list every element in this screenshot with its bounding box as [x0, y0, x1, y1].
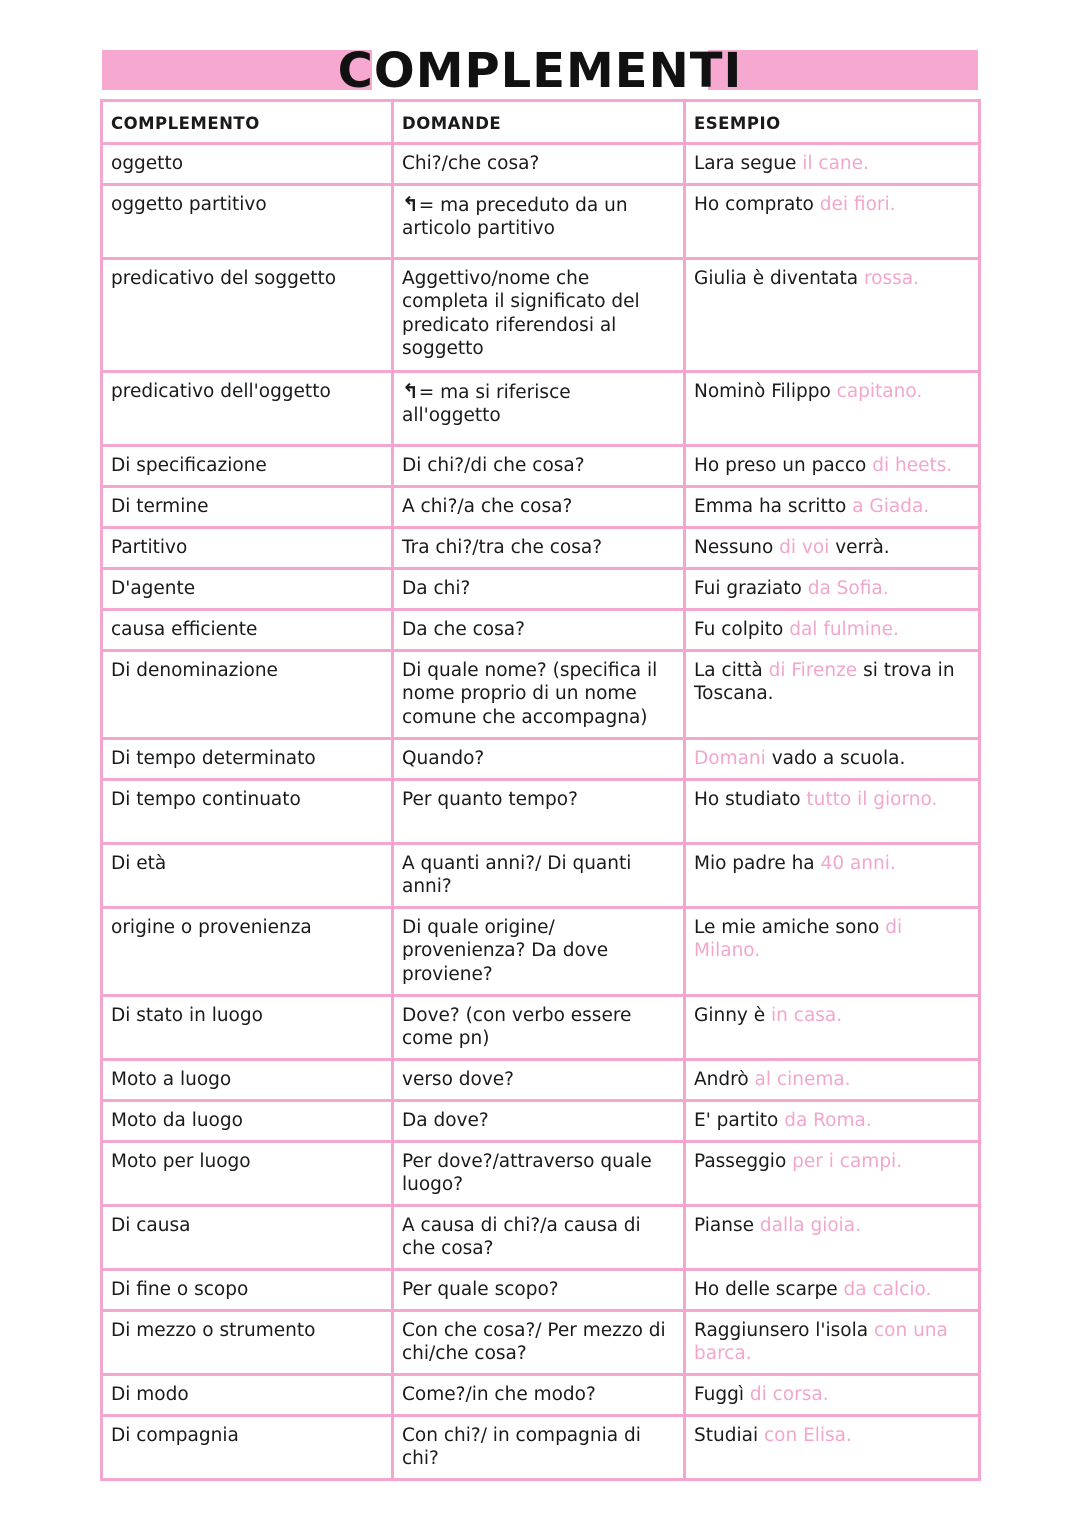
example-before: Studiai	[694, 1424, 759, 1446]
question-text: Per quanto tempo?	[402, 788, 578, 810]
table-row	[102, 1100, 980, 1141]
complement-example	[685, 650, 980, 738]
example-before: Ginny è	[694, 1004, 766, 1026]
complement-name: Di termine	[102, 486, 393, 527]
example-before: Fuggì	[694, 1383, 744, 1405]
table-header-row	[102, 101, 980, 144]
example-highlight: dalla gioia.	[759, 1214, 862, 1236]
example-after: vado a scuola.	[771, 747, 906, 769]
complement-name: Di specificazione	[102, 445, 393, 486]
complement-question	[393, 184, 685, 258]
complement-question	[393, 486, 685, 527]
table-row	[102, 1310, 980, 1374]
table-row	[102, 445, 980, 486]
complement-name: origine o provenienza	[102, 907, 393, 995]
complement-question	[393, 1310, 685, 1374]
table-row	[102, 1269, 980, 1310]
complement-example	[685, 1100, 980, 1141]
question-text: Con chi?/ in compagnia di chi?	[402, 1424, 641, 1470]
complement-example	[685, 1059, 980, 1100]
question-text: A chi?/a che cosa?	[402, 495, 573, 517]
complement-question	[393, 650, 685, 738]
example-before: Pianse	[694, 1214, 754, 1236]
complement-name: Di causa	[102, 1205, 393, 1269]
complement-example	[685, 527, 980, 568]
question-text: Da che cosa?	[402, 618, 525, 640]
table-row	[102, 779, 980, 843]
complement-example	[685, 371, 980, 445]
table-row	[102, 184, 980, 258]
example-highlight: tutto il giorno.	[806, 788, 938, 810]
example-highlight: per i campi.	[792, 1150, 903, 1172]
example-before: La città	[694, 659, 763, 681]
example-before: Ho studiato	[694, 788, 801, 810]
example-before: Emma ha scritto	[694, 495, 847, 517]
example-before: Giulia è diventata	[694, 267, 859, 289]
complement-question	[393, 258, 685, 371]
complement-question	[393, 371, 685, 445]
example-highlight: di voi	[779, 536, 830, 558]
header-complemento: COMPLEMENTO	[102, 101, 393, 144]
page-header	[102, 42, 978, 100]
complement-question	[393, 609, 685, 650]
complement-example	[685, 843, 980, 907]
complement-name: Di fine o scopo	[102, 1269, 393, 1310]
complement-question	[393, 445, 685, 486]
example-highlight: in casa.	[771, 1004, 843, 1026]
complement-example	[685, 1310, 980, 1374]
table-row	[102, 650, 980, 738]
question-text: Per quale scopo?	[402, 1278, 559, 1300]
example-highlight: di Firenze	[768, 659, 858, 681]
example-highlight: da calcio.	[843, 1278, 932, 1300]
return-arrow-icon: ↰	[402, 191, 419, 216]
complement-question	[393, 779, 685, 843]
table-row	[102, 1415, 980, 1479]
question-text: Come?/in che modo?	[402, 1383, 596, 1405]
complement-name: causa efficiente	[102, 609, 393, 650]
example-before: Nominò Filippo	[694, 380, 831, 402]
complement-name: Moto da luogo	[102, 1100, 393, 1141]
question-text: A causa di chi?/a causa di che cosa?	[402, 1214, 641, 1260]
example-highlight: capitano.	[836, 380, 923, 402]
question-text: Da dove?	[402, 1109, 489, 1131]
example-highlight: a Giada.	[852, 495, 930, 517]
question-text: Chi?/che cosa?	[402, 152, 540, 174]
complement-question	[393, 1269, 685, 1310]
complement-name: Di tempo continuato	[102, 779, 393, 843]
complement-name: Di denominazione	[102, 650, 393, 738]
complement-example	[685, 609, 980, 650]
question-text: Quando?	[402, 747, 485, 769]
complement-example	[685, 779, 980, 843]
complement-example	[685, 1205, 980, 1269]
question-text: verso dove?	[402, 1068, 514, 1090]
complement-name: predicativo dell'oggetto	[102, 371, 393, 445]
complement-example	[685, 568, 980, 609]
example-highlight: il cane.	[802, 152, 869, 174]
complement-example	[685, 1374, 980, 1415]
question-text: A quanti anni?/ Di quanti anni?	[402, 852, 632, 898]
example-highlight: da Sofia.	[807, 577, 889, 599]
question-text: = ma si riferisce all'oggetto	[402, 381, 571, 427]
complement-example	[685, 1269, 980, 1310]
complement-name: D'agente	[102, 568, 393, 609]
example-before: Lara segue	[694, 152, 797, 174]
example-after: si trova in Toscana.	[694, 659, 955, 705]
example-after: verrà.	[835, 536, 890, 558]
example-highlight: al cinema.	[754, 1068, 851, 1090]
example-before: Mio padre ha	[694, 852, 815, 874]
example-before: Ho preso un pacco	[694, 454, 867, 476]
table-row	[102, 609, 980, 650]
example-highlight: dei fiori.	[819, 193, 896, 215]
complement-name: Di mezzo o strumento	[102, 1310, 393, 1374]
complement-example	[685, 907, 980, 995]
complement-example	[685, 184, 980, 258]
example-highlight: con Elisa.	[763, 1424, 852, 1446]
question-text: Aggettivo/nome che completa il significato del predicato riferendosi al soggetto	[402, 267, 640, 360]
table-row	[102, 995, 980, 1059]
example-before: E' partito	[694, 1109, 779, 1131]
complement-name: Di compagnia	[102, 1415, 393, 1479]
table-row	[102, 486, 980, 527]
complement-example	[685, 1141, 980, 1205]
complement-name: Moto a luogo	[102, 1059, 393, 1100]
question-text: Tra chi?/tra che cosa?	[402, 536, 603, 558]
header-domande: DOMANDE	[393, 101, 685, 144]
table-row	[102, 1059, 980, 1100]
example-before: Fu colpito	[694, 618, 784, 640]
example-before: Passeggio	[694, 1150, 787, 1172]
table-row	[102, 371, 980, 445]
table-row	[102, 143, 980, 184]
complement-question	[393, 843, 685, 907]
return-arrow-icon: ↰	[402, 378, 419, 403]
complement-question	[393, 907, 685, 995]
question-text: Di chi?/di che cosa?	[402, 454, 585, 476]
example-before: Ho comprato	[694, 193, 814, 215]
complement-question	[393, 527, 685, 568]
complement-example	[685, 143, 980, 184]
complement-question	[393, 1415, 685, 1479]
question-text: Per dove?/attraverso quale luogo?	[402, 1150, 652, 1196]
complement-question	[393, 1141, 685, 1205]
question-text: = ma preceduto da un articolo partitivo	[402, 194, 628, 240]
example-highlight: di Milano.	[694, 916, 903, 962]
example-highlight: con una barca.	[694, 1319, 948, 1365]
question-text: Da chi?	[402, 577, 471, 599]
table-row	[102, 258, 980, 371]
example-highlight: dal fulmine.	[789, 618, 899, 640]
example-highlight: 40 anni.	[820, 852, 896, 874]
table-row	[102, 738, 980, 779]
complement-example	[685, 995, 980, 1059]
table-row	[102, 1141, 980, 1205]
header-esempio: ESEMPIO	[685, 101, 980, 144]
complements-table	[100, 99, 981, 1481]
question-text: Di quale origine/ provenienza? Da dove proviene?	[402, 916, 609, 985]
complement-question	[393, 1374, 685, 1415]
example-before: Andrò	[694, 1068, 749, 1090]
complement-example	[685, 1415, 980, 1479]
complement-name: oggetto partitivo	[102, 184, 393, 258]
table-row	[102, 568, 980, 609]
page-title: COMPLEMENTI	[337, 43, 743, 99]
example-highlight: da Roma.	[784, 1109, 872, 1131]
complement-question	[393, 1059, 685, 1100]
table-row	[102, 527, 980, 568]
complement-name: Di modo	[102, 1374, 393, 1415]
example-before: Le mie amiche sono	[694, 916, 880, 938]
complement-name: oggetto	[102, 143, 393, 184]
table-row	[102, 907, 980, 995]
example-before: Raggiunsero l'isola	[694, 1319, 869, 1341]
example-highlight: di heets.	[872, 454, 953, 476]
example-highlight: rossa.	[863, 267, 919, 289]
question-text: Con che cosa?/ Per mezzo di chi/che cosa?	[402, 1319, 666, 1365]
complement-question	[393, 995, 685, 1059]
example-before: Nessuno	[694, 536, 774, 558]
complement-example	[685, 486, 980, 527]
complement-example	[685, 258, 980, 371]
table-row	[102, 843, 980, 907]
complement-name: Di stato in luogo	[102, 995, 393, 1059]
complement-question	[393, 568, 685, 609]
complement-question	[393, 143, 685, 184]
table-row	[102, 1205, 980, 1269]
example-highlight: di corsa.	[749, 1383, 829, 1405]
example-before: Fui graziato	[694, 577, 802, 599]
complement-question	[393, 1100, 685, 1141]
complement-name: Di età	[102, 843, 393, 907]
complement-question	[393, 738, 685, 779]
example-highlight: Domani	[694, 747, 766, 769]
example-before: Ho delle scarpe	[694, 1278, 838, 1300]
complement-name: Partitivo	[102, 527, 393, 568]
table-row	[102, 1374, 980, 1415]
complement-name: predicativo del soggetto	[102, 258, 393, 371]
complement-example	[685, 445, 980, 486]
complement-name: Di tempo determinato	[102, 738, 393, 779]
complement-name: Moto per luogo	[102, 1141, 393, 1205]
complement-example	[685, 738, 980, 779]
question-text: Di quale nome? (specifica il nome proprio di un nome comune che accompagna)	[402, 659, 658, 728]
question-text: Dove? (con verbo essere come pn)	[402, 1004, 632, 1050]
complement-question	[393, 1205, 685, 1269]
